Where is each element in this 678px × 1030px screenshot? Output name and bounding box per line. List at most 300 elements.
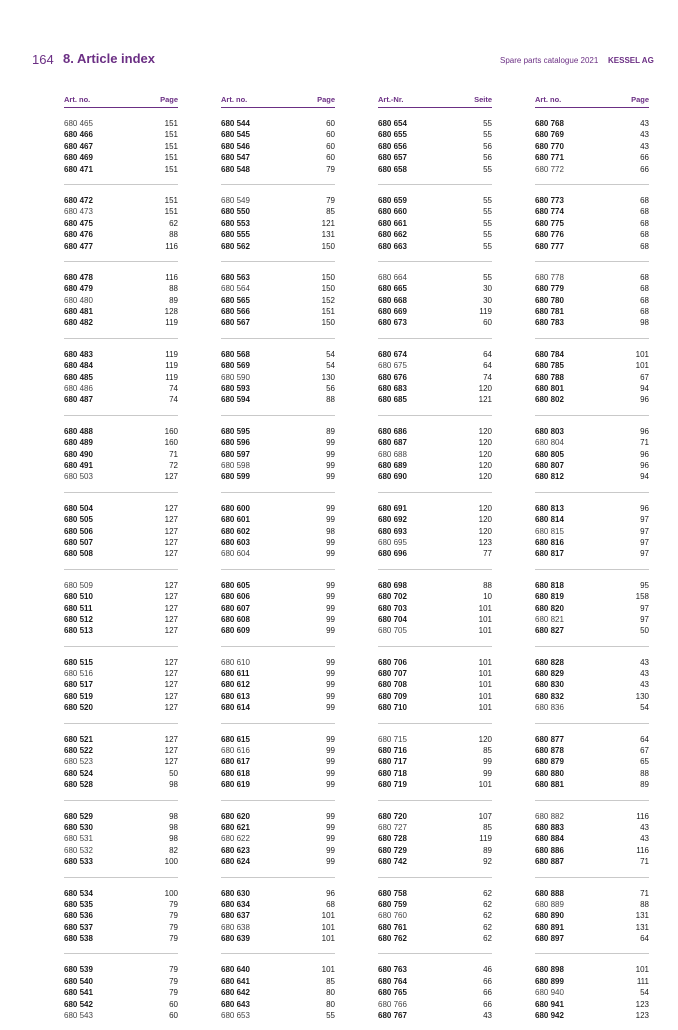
page-reference: 120	[478, 384, 492, 394]
column-header	[378, 95, 492, 108]
page-reference: 150	[321, 284, 335, 294]
table-row	[378, 888, 492, 899]
article-number: 680 692	[378, 515, 407, 525]
table-row	[378, 691, 492, 702]
table-row	[221, 306, 335, 317]
page-reference: 82	[169, 845, 178, 855]
row-group	[535, 118, 649, 185]
table-row	[378, 614, 492, 625]
row-group	[64, 195, 178, 262]
page-reference: 62	[483, 911, 492, 921]
page-reference: 127	[164, 603, 178, 613]
table-row	[378, 426, 492, 437]
page-reference: 99	[326, 669, 335, 679]
page-reference: 43	[640, 669, 649, 679]
table-row	[221, 910, 335, 921]
table-row	[64, 383, 178, 394]
page-reference: 96	[640, 503, 649, 513]
article-number: 680 706	[378, 657, 407, 667]
table-row	[535, 811, 649, 822]
article-number: 680 565	[221, 295, 250, 305]
article-number: 680 620	[221, 811, 250, 821]
table-row	[64, 745, 178, 756]
article-number: 680 765	[378, 988, 407, 998]
page-reference: 56	[483, 153, 492, 163]
article-number: 680 676	[378, 372, 407, 382]
article-number: 680 805	[535, 449, 564, 459]
page-reference: 120	[478, 449, 492, 459]
page-reference: 121	[478, 395, 492, 405]
page-reference: 101	[478, 703, 492, 713]
table-row	[221, 768, 335, 779]
table-row	[64, 349, 178, 360]
table-row	[221, 591, 335, 602]
article-number: 680 617	[221, 757, 250, 767]
page-reference: 62	[169, 218, 178, 228]
row-group	[378, 811, 492, 878]
page-reference: 151	[164, 153, 178, 163]
page-reference: 89	[640, 780, 649, 790]
row-group	[64, 349, 178, 416]
row-group	[64, 657, 178, 724]
table-row	[535, 964, 649, 975]
article-number: 680 611	[221, 669, 250, 679]
row-group	[378, 503, 492, 570]
row-group	[64, 734, 178, 801]
page-reference: 99	[483, 768, 492, 778]
article-number: 680 773	[535, 195, 564, 205]
article-number: 680 760	[378, 911, 407, 921]
table-row	[221, 691, 335, 702]
table-row	[378, 745, 492, 756]
article-number: 680 813	[535, 503, 564, 513]
page-reference: 99	[326, 780, 335, 790]
article-number: 680 781	[535, 307, 564, 317]
table-row	[64, 933, 178, 944]
article-number: 680 830	[535, 680, 564, 690]
article-number-heading: Art. no.	[221, 95, 248, 104]
table-row	[64, 668, 178, 679]
article-number: 680 475	[64, 218, 93, 228]
page-reference: 99	[326, 603, 335, 613]
row-group	[535, 349, 649, 416]
page-reference: 92	[483, 857, 492, 867]
article-number: 680 881	[535, 780, 564, 790]
page-reference: 99	[326, 768, 335, 778]
table-row	[64, 437, 178, 448]
table-row	[378, 811, 492, 822]
article-number: 680 661	[378, 218, 407, 228]
article-number: 680 758	[378, 888, 407, 898]
table-row	[378, 657, 492, 668]
table-row	[378, 306, 492, 317]
article-number: 680 668	[378, 295, 407, 305]
page-reference: 60	[169, 1011, 178, 1021]
table-row	[221, 976, 335, 987]
row-group	[535, 503, 649, 570]
table-row	[378, 349, 492, 360]
page-reference: 56	[483, 141, 492, 151]
page-reference: 85	[326, 976, 335, 986]
page-reference: 99	[326, 515, 335, 525]
article-number: 680 528	[64, 780, 93, 790]
article-number: 680 880	[535, 768, 564, 778]
table-row	[64, 899, 178, 910]
table-row	[378, 317, 492, 328]
table-row	[535, 218, 649, 229]
table-row	[535, 383, 649, 394]
table-row	[535, 372, 649, 383]
table-row	[221, 141, 335, 152]
table-row	[535, 614, 649, 625]
article-number: 680 603	[221, 537, 250, 547]
table-row	[378, 734, 492, 745]
article-number: 680 897	[535, 934, 564, 944]
page-reference: 64	[640, 934, 649, 944]
page-reference: 99	[326, 537, 335, 547]
table-row	[64, 768, 178, 779]
page-reference: 116	[165, 241, 178, 251]
page-reference: 71	[640, 438, 649, 448]
article-number: 680 653	[221, 1011, 250, 1021]
row-group	[535, 964, 649, 1030]
page-reference: 54	[326, 361, 335, 371]
page-reference: 99	[326, 438, 335, 448]
article-number: 680 472	[64, 195, 93, 205]
table-row	[64, 195, 178, 206]
article-number: 680 801	[535, 384, 564, 394]
page-reference: 120	[478, 460, 492, 470]
table-row	[221, 987, 335, 998]
table-row	[221, 922, 335, 933]
table-row	[64, 999, 178, 1010]
table-row	[378, 668, 492, 679]
article-number: 680 488	[64, 426, 93, 436]
table-row	[378, 591, 492, 602]
table-row	[64, 283, 178, 294]
table-row	[378, 580, 492, 591]
table-row	[221, 383, 335, 394]
row-group	[64, 503, 178, 570]
page-reference: 74	[483, 372, 492, 382]
article-number: 680 590	[221, 372, 250, 382]
table-row	[535, 910, 649, 921]
table-row	[221, 603, 335, 614]
row-group	[221, 118, 335, 185]
article-number: 680 483	[64, 349, 93, 359]
article-number: 680 683	[378, 384, 407, 394]
table-row	[64, 152, 178, 163]
table-row	[221, 756, 335, 767]
row-group	[378, 426, 492, 493]
article-number: 680 637	[221, 911, 250, 921]
table-row	[221, 152, 335, 163]
table-row	[378, 383, 492, 394]
page-reference: 54	[640, 988, 649, 998]
article-number: 680 836	[535, 703, 564, 713]
table-row	[535, 899, 649, 910]
index-column	[64, 95, 178, 1030]
page-reference: 94	[640, 472, 649, 482]
table-row	[535, 141, 649, 152]
table-row	[221, 679, 335, 690]
article-number: 680 507	[64, 537, 93, 547]
table-row	[535, 206, 649, 217]
page-reference: 101	[321, 965, 335, 975]
article-number: 680 658	[378, 164, 407, 174]
page-reference: 71	[640, 888, 649, 898]
table-row	[378, 360, 492, 371]
table-row	[221, 317, 335, 328]
page-reference: 160	[164, 438, 178, 448]
page-reference: 77	[483, 549, 492, 559]
table-row	[535, 933, 649, 944]
article-number: 680 728	[378, 834, 407, 844]
page-reference: 88	[169, 230, 178, 240]
page-reference: 151	[164, 164, 178, 174]
article-number: 680 783	[535, 318, 564, 328]
table-row	[221, 372, 335, 383]
page-reference: 127	[164, 657, 178, 667]
article-number: 680 771	[535, 153, 564, 163]
row-group	[535, 811, 649, 878]
article-number: 680 600	[221, 503, 250, 513]
article-number: 680 696	[378, 549, 407, 559]
article-number: 680 484	[64, 361, 93, 371]
page-reference: 116	[636, 845, 649, 855]
page-reference: 43	[483, 1011, 492, 1021]
article-number-heading: Art.-Nr.	[378, 95, 404, 104]
article-number: 680 630	[221, 888, 250, 898]
page-reference: 101	[635, 349, 649, 359]
table-row	[221, 503, 335, 514]
page-reference: 99	[326, 691, 335, 701]
page-reference: 127	[164, 614, 178, 624]
page-reference: 120	[478, 515, 492, 525]
article-number: 680 709	[378, 691, 407, 701]
article-number: 680 657	[378, 153, 407, 163]
article-number: 680 542	[64, 999, 93, 1009]
article-number: 680 515	[64, 657, 93, 667]
article-number: 680 562	[221, 241, 250, 251]
article-number: 680 522	[64, 746, 93, 756]
article-number: 680 536	[64, 911, 93, 921]
article-number: 680 675	[378, 361, 407, 371]
table-row	[378, 1010, 492, 1021]
table-row	[64, 164, 178, 175]
table-row	[221, 822, 335, 833]
page-reference: 151	[164, 207, 178, 217]
article-number: 680 564	[221, 284, 250, 294]
article-number: 680 524	[64, 768, 93, 778]
row-group	[535, 888, 649, 955]
table-row	[64, 734, 178, 745]
page-reference: 55	[483, 195, 492, 205]
table-row	[378, 779, 492, 790]
page-reference: 99	[326, 746, 335, 756]
page-reference: 88	[326, 395, 335, 405]
table-row	[64, 394, 178, 405]
page-reference: 151	[164, 119, 178, 128]
article-number: 680 655	[378, 130, 407, 140]
article-number: 680 616	[221, 746, 250, 756]
article-number: 680 727	[378, 822, 407, 832]
article-number: 680 665	[378, 284, 407, 294]
table-row	[221, 580, 335, 591]
article-number: 680 820	[535, 603, 564, 613]
page-heading: Page	[160, 95, 178, 104]
row-group	[535, 657, 649, 724]
page-reference: 79	[169, 911, 178, 921]
page-reference: 60	[169, 999, 178, 1009]
page-reference: 120	[478, 472, 492, 482]
page-reference: 101	[478, 680, 492, 690]
page-reference: 94	[640, 384, 649, 394]
page-reference: 79	[169, 899, 178, 909]
article-number: 680 705	[378, 626, 407, 636]
table-row	[64, 822, 178, 833]
table-row	[221, 964, 335, 975]
page-reference: 99	[326, 822, 335, 832]
table-row	[535, 118, 649, 129]
page-reference: 99	[326, 614, 335, 624]
article-number: 680 613	[221, 691, 250, 701]
page-reference: 130	[635, 691, 649, 701]
page-reference: 127	[164, 734, 178, 744]
page-reference: 99	[326, 580, 335, 590]
page-reference: 128	[164, 307, 178, 317]
page-reference: 127	[164, 472, 178, 482]
page-reference: 101	[321, 934, 335, 944]
page-reference: 127	[164, 592, 178, 602]
table-row	[535, 888, 649, 899]
article-number: 680 717	[378, 757, 407, 767]
page-reference: 107	[478, 811, 492, 821]
article-number: 680 768	[535, 119, 564, 128]
article-number: 680 828	[535, 657, 564, 667]
table-row	[221, 118, 335, 129]
article-number: 680 660	[378, 207, 407, 217]
page-reference: 99	[326, 703, 335, 713]
article-number: 680 555	[221, 230, 250, 240]
page-reference: 99	[326, 680, 335, 690]
table-row	[535, 548, 649, 559]
column-header	[535, 95, 649, 108]
row-group	[64, 811, 178, 878]
article-number: 680 775	[535, 218, 564, 228]
article-number: 680 759	[378, 899, 407, 909]
catalogue-name: Spare parts catalogue 2021	[500, 56, 599, 65]
page-reference: 151	[164, 130, 178, 140]
table-row	[378, 471, 492, 482]
table-row	[378, 164, 492, 175]
page-reference: 97	[640, 603, 649, 613]
page-reference: 123	[478, 537, 492, 547]
page-reference: 160	[164, 426, 178, 436]
table-row	[535, 514, 649, 525]
table-row	[378, 152, 492, 163]
page-reference: 79	[169, 976, 178, 986]
page-reference: 120	[478, 503, 492, 513]
table-row	[221, 283, 335, 294]
article-number: 680 621	[221, 822, 250, 832]
table-row	[535, 856, 649, 867]
table-row	[64, 964, 178, 975]
table-row	[535, 526, 649, 537]
page-reference: 119	[165, 349, 178, 359]
article-number: 680 622	[221, 834, 250, 844]
article-number: 680 814	[535, 515, 564, 525]
table-row	[64, 460, 178, 471]
article-number: 680 530	[64, 822, 93, 832]
row-group	[378, 657, 492, 724]
article-number: 680 503	[64, 472, 93, 482]
table-row	[535, 394, 649, 405]
article-number: 680 595	[221, 426, 250, 436]
table-row	[535, 822, 649, 833]
article-number: 680 890	[535, 911, 564, 921]
table-row	[378, 537, 492, 548]
table-row	[221, 933, 335, 944]
page-reference: 101	[635, 361, 649, 371]
page-reference: 68	[640, 295, 649, 305]
table-row	[535, 349, 649, 360]
page-reference: 60	[326, 153, 335, 163]
article-number: 680 673	[378, 318, 407, 328]
page-reference: 127	[164, 757, 178, 767]
row-group	[378, 118, 492, 185]
article-number: 680 695	[378, 537, 407, 547]
article-number: 680 818	[535, 580, 564, 590]
page-reference: 79	[169, 934, 178, 944]
article-number: 680 599	[221, 472, 250, 482]
page-reference: 127	[164, 669, 178, 679]
page-reference: 64	[640, 734, 649, 744]
table-row	[535, 702, 649, 713]
article-number: 680 607	[221, 603, 250, 613]
table-row	[64, 514, 178, 525]
page-reference: 120	[478, 734, 492, 744]
article-number: 680 504	[64, 503, 93, 513]
row-group	[64, 118, 178, 185]
page-reference: 79	[326, 164, 335, 174]
article-number: 680 766	[378, 999, 407, 1009]
table-row	[535, 426, 649, 437]
page-header	[0, 0, 678, 70]
article-number: 680 716	[378, 746, 407, 756]
table-row	[378, 295, 492, 306]
page-reference: 54	[640, 703, 649, 713]
row-group	[378, 195, 492, 262]
article-number: 680 777	[535, 241, 564, 251]
page-reference: 101	[635, 965, 649, 975]
article-number: 680 619	[221, 780, 250, 790]
table-row	[221, 471, 335, 482]
table-row	[64, 118, 178, 129]
article-number: 680 788	[535, 372, 564, 382]
page-heading: Page	[631, 95, 649, 104]
table-row	[64, 580, 178, 591]
table-row	[64, 679, 178, 690]
page-reference: 80	[326, 999, 335, 1009]
page-reference: 99	[326, 592, 335, 602]
page-reference: 99	[326, 472, 335, 482]
table-row	[535, 164, 649, 175]
page-reference: 131	[635, 911, 649, 921]
page-reference: 131	[321, 230, 335, 240]
table-row	[378, 526, 492, 537]
page-reference: 43	[640, 657, 649, 667]
